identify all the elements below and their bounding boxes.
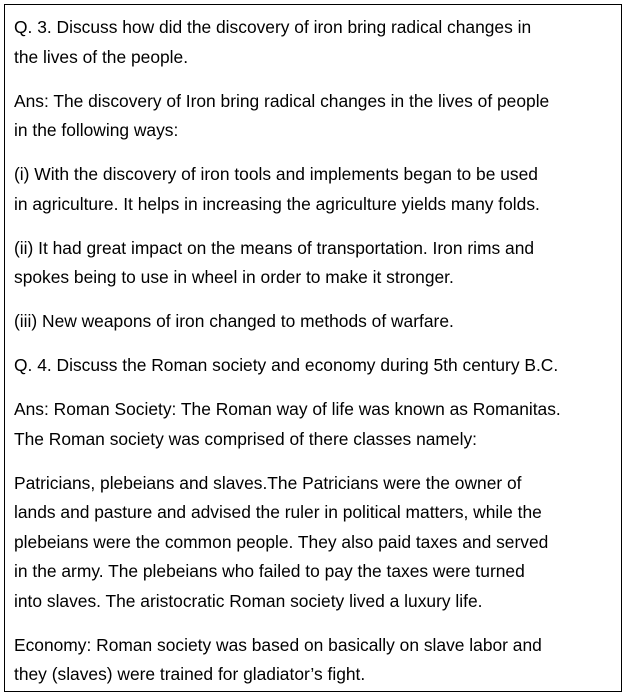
text-line: they (slaves) were trained for gladiator’s fight.: [14, 664, 366, 684]
answer-3-intro: [14, 87, 621, 146]
text-line: the lives of the people.: [14, 46, 189, 67]
answer-4-society: [14, 395, 621, 454]
text-line: (i) With the discovery of iron tools and implements began to be used: [14, 164, 538, 184]
text-line: in agriculture. It helps in increasing the agriculture yields many folds.: [14, 193, 540, 214]
answer-3-point-iii: [14, 307, 621, 337]
text-line: Q. 4. Discuss the Roman society and economy during 5th century B.C.: [14, 355, 559, 375]
text-line: spokes being to use in wheel in order to make it stronger.: [14, 267, 454, 287]
text-line: The Roman society was comprised of there classes namely:: [14, 428, 477, 449]
text-line: (iii) New weapons of iron changed to methods of warfare.: [14, 311, 454, 331]
document-frame: [4, 4, 622, 692]
answer-3-point-i: [14, 160, 621, 219]
text-line: lands and pasture and advised the ruler in political matters, while the: [14, 502, 542, 522]
text-line: in the following ways:: [14, 120, 179, 140]
text-line: into slaves. The aristocratic Roman society lived a luxury life.: [14, 590, 483, 611]
question-4: [14, 351, 621, 381]
text-line: Patricians, plebeians and slaves.The Patricians were the owner of: [14, 472, 522, 493]
answer-4-classes: [14, 469, 621, 617]
text-line: plebeians were the common people. They also paid taxes and served: [14, 531, 549, 552]
text-line: Q. 3. Discuss how did the discovery of iron bring radical changes in: [14, 17, 532, 37]
answer-3-point-ii: [14, 234, 621, 293]
text-line: Ans: Roman Society: The Roman way of life was known as Romanitas.: [14, 399, 561, 419]
answer-4-economy: [14, 631, 621, 690]
question-3: [14, 13, 621, 72]
text-line: in the army. The plebeians who failed to pay the taxes were turned: [14, 561, 525, 581]
text-line: (ii) It had great impact on the means of transportation. Iron rims and: [14, 237, 535, 258]
text-line: Economy: Roman society was based on basically on slave labor and: [14, 634, 542, 655]
text-line: Ans: The discovery of Iron bring radical changes in the lives of people: [14, 90, 550, 111]
